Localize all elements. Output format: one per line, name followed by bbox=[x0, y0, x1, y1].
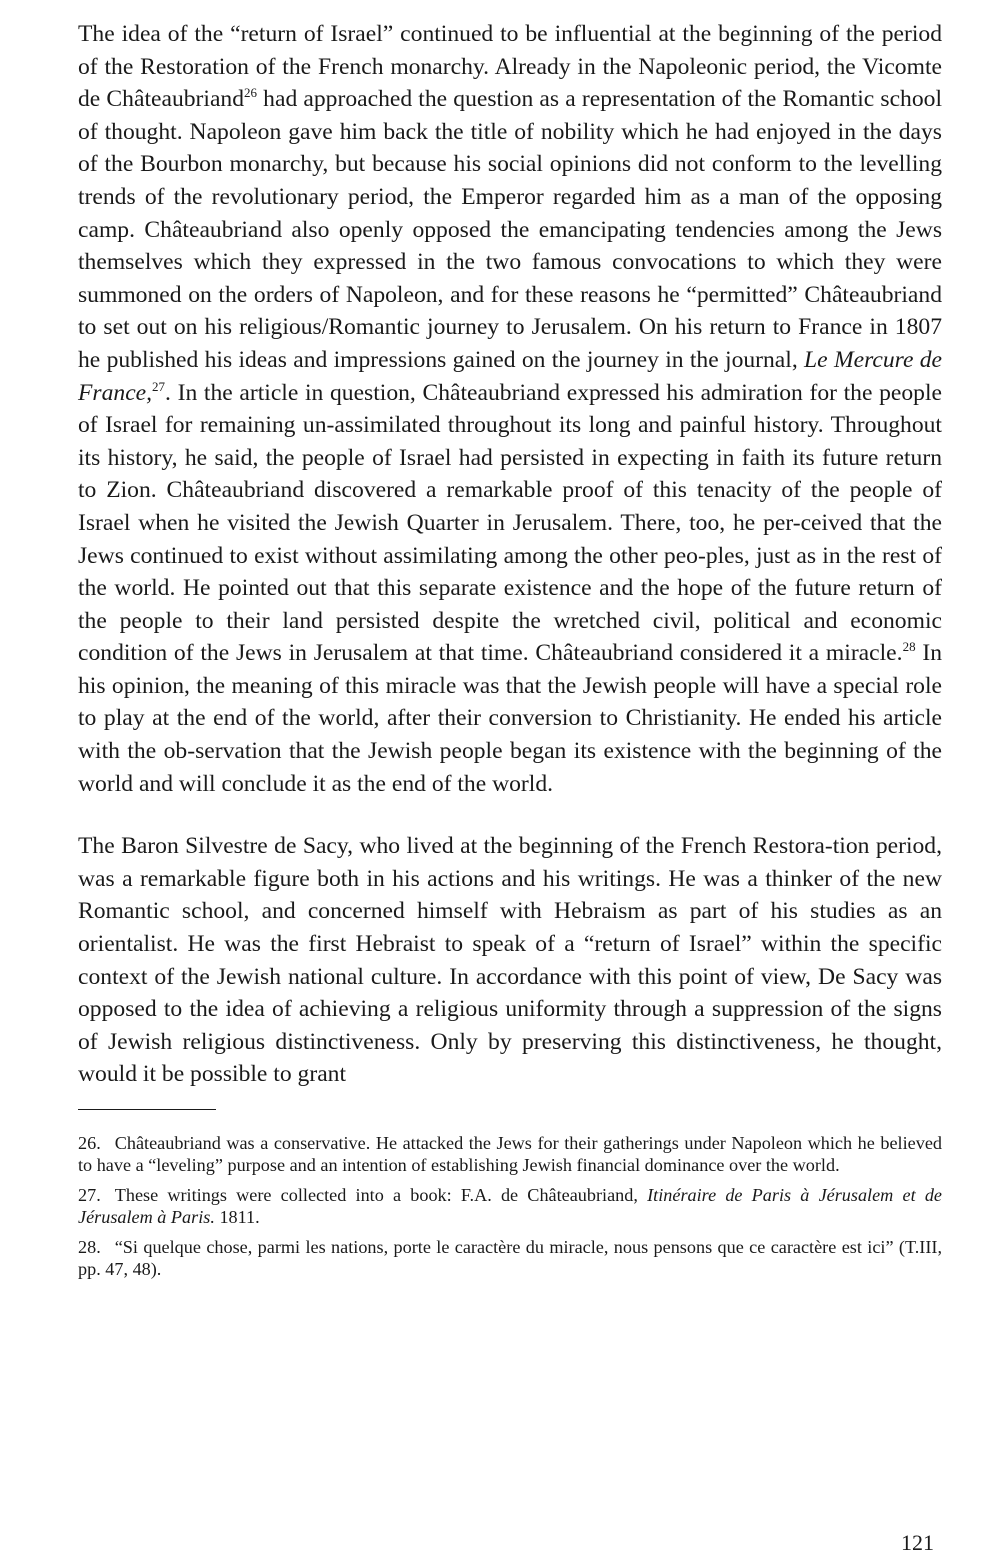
footnote-number: 26. bbox=[78, 1133, 101, 1153]
text-run: In his opinion, the meaning of this miracle was that the Jewish people will have a special role to play at the end of the world, after their conversion to Christianity. He ended his article with the ob-servation that the Jewish people began its existence with the beginning of the world and will conclude it as the end of the world. bbox=[78, 640, 942, 797]
footnote-text bbox=[78, 1237, 942, 1279]
footnote bbox=[78, 1184, 942, 1228]
footnote bbox=[78, 1132, 942, 1176]
footnote-text bbox=[78, 1185, 942, 1227]
text-run: 1811. bbox=[214, 1207, 260, 1227]
footnote-reference: 26 bbox=[244, 85, 258, 101]
paragraph bbox=[78, 830, 942, 1091]
footnote-divider bbox=[78, 1109, 216, 1110]
text-run: The idea of the “return of Israel” continued to be influential at the beginning of the period of the Restoration of the French monarchy. Already in the Napoleonic period, the Vicomte de Châteaubriand bbox=[78, 21, 942, 113]
italic-text: Le Mercure de France, bbox=[78, 346, 942, 406]
text-run: These writings were collected into a book: F.A. de Châteaubriand, bbox=[114, 1185, 648, 1205]
footnotes bbox=[78, 1132, 942, 1280]
text-run: Châteaubriand was a conservative. He attacked the Jews for their gatherings under Napoleon which he believed to have a “leveling” purpose and an intention of establishing Jewish financial dominance over the world. bbox=[78, 1133, 942, 1175]
footnote-number: 27. bbox=[78, 1185, 101, 1205]
italic-text: Itinéraire de Paris à Jérusalem et de Jérusalem à Paris. bbox=[78, 1185, 942, 1227]
footnote bbox=[78, 1236, 942, 1280]
main-text bbox=[78, 18, 942, 1091]
text-run: had approached the question as a representation of the Romantic school of thought. Napoleon gave him back the title of nobility which he had enjoyed in the days of the Bourbon monarchy, but because his social opinions did not conform to the levelling trends of the revolutionary period, the Emperor regarded him as a man of the opposing camp. Châteaubriand also openly opposed the emancipating tendencies among the Jews themselves which they expressed in the two famous convocations to which they were summoned on the orders of Napoleon, and for these reasons he “permitted” Châteaubriand to set out on his religious/Romantic journey to Jerusalem. On his return to France in 1807 he published his ideas and impressions gained on the journey in the journal, bbox=[78, 86, 942, 373]
text-run: “Si quelque chose, parmi les nations, porte le caractère du miracle, nous pensons que ce caractère est ici” (T.III, pp. 47, 48). bbox=[78, 1237, 942, 1279]
footnote-number: 28. bbox=[78, 1237, 101, 1257]
text-run: The Baron Silvestre de Sacy, who lived at the beginning of the French Restora-tion period, was a remarkable figure both in his actions and his writings. He was a thinker of the new Romantic school, and concerned himself with Hebraism as part of his studies as an orientalist. He was the first Hebraist to speak of a “return of Israel” within the specific context of the Jewish national culture. In accordance with this point of view, De Sacy was opposed to the idea of achieving a religious uniformity through a suppression of the signs of Jewish religious distinctiveness. Only by preserving this distinctiveness, he thought, would it be possible to grant bbox=[78, 833, 942, 1088]
text-run: . In the article in question, Châteaubriand expressed his admiration for the people of Israel for remaining un-assimilated throughout its long and painful history. Throughout its history, he said, the people of Israel had persisted in expecting in faith its future return to Zion. Châteaubriand discovered a remarkable proof of this tenacity of the people of Israel when he visited the Jewish Quarter in Jerusalem. There, too, he per-ceived that the Jews continued to exist without assimilating among the other peo-ples, just as in the rest of the world. He pointed out that this separate existence and the hope of the future return of the people to their land persisted despite the wretched civil, political and economic condition of the Jews in Jerusalem at that time. Châteaubriand considered it a miracle. bbox=[78, 379, 942, 667]
page-number: 121 bbox=[901, 1530, 934, 1555]
footnote-reference: 27 bbox=[152, 378, 166, 394]
footnote-text bbox=[78, 1133, 942, 1175]
footnote-reference: 28 bbox=[902, 639, 916, 655]
paragraph bbox=[78, 18, 942, 800]
